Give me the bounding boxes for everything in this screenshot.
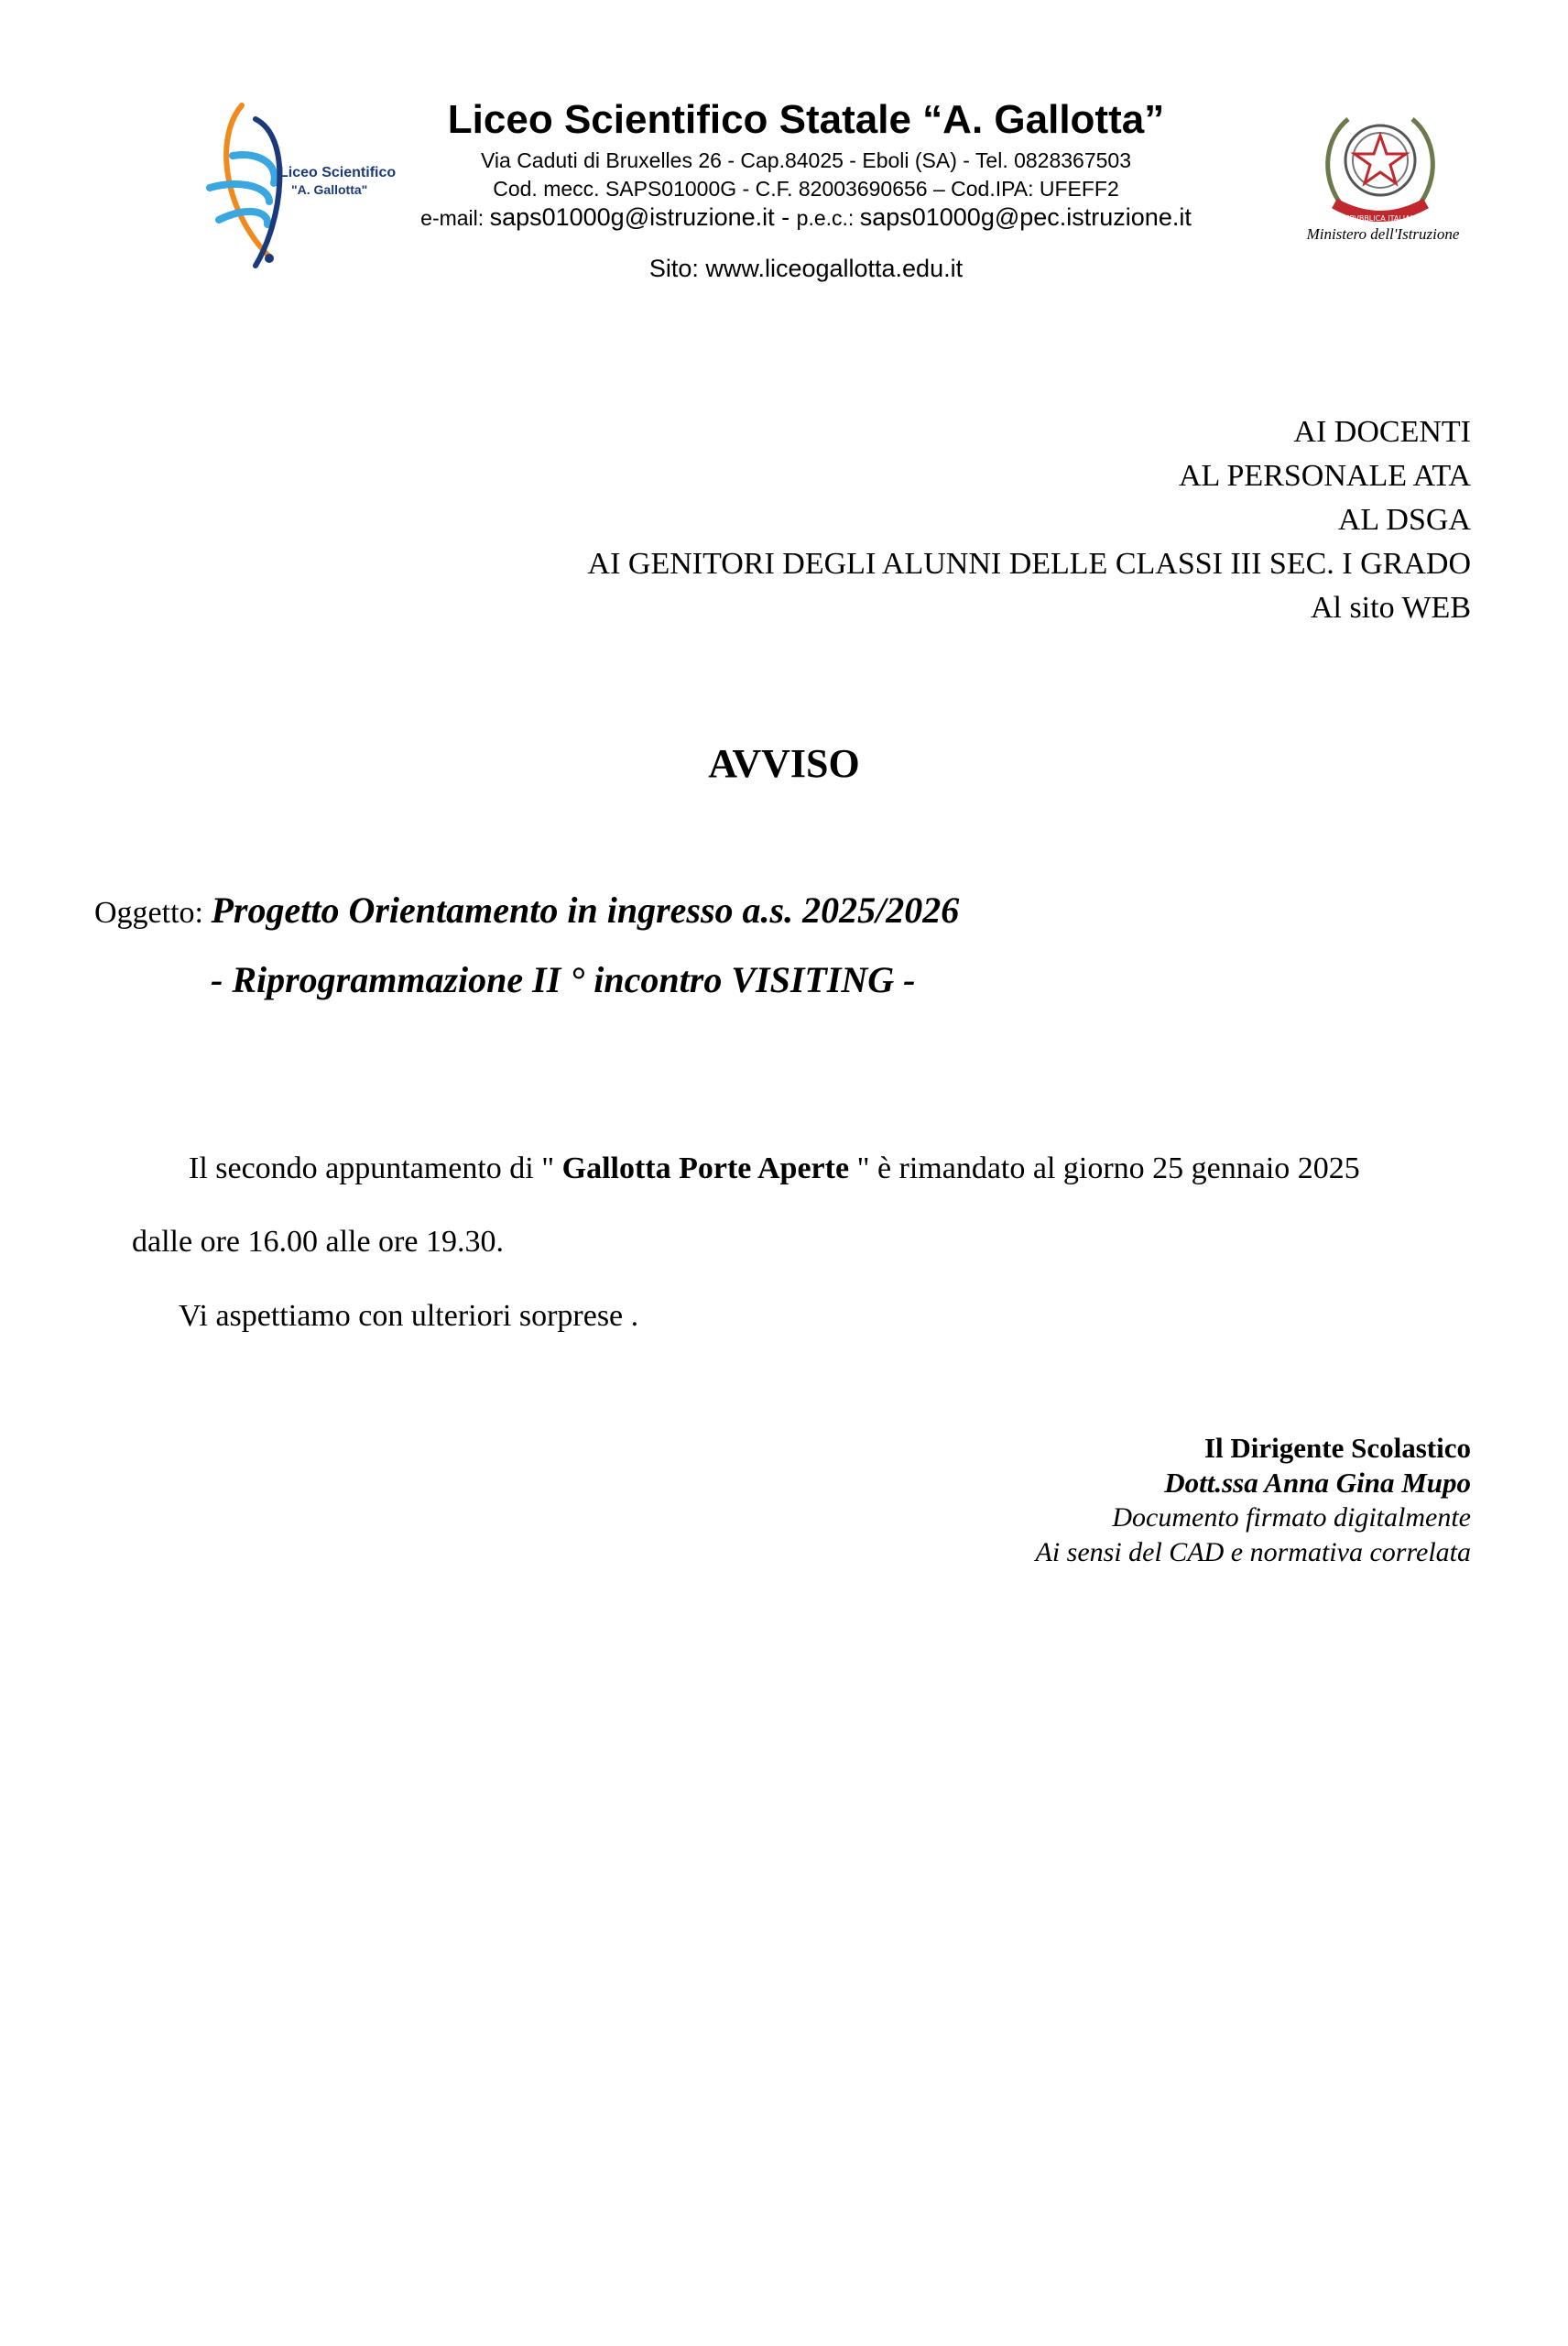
recipient-line: AI DOCENTI	[1293, 415, 1471, 449]
recipient-line: Al sito WEB	[1310, 591, 1471, 625]
signature-name: Dott.ssa Anna Gina Mupo	[1164, 1467, 1471, 1499]
school-name: Liceo Scientifico Statale “A. Gallotta”	[447, 97, 1165, 142]
pec-label: p.e.c.:	[796, 206, 855, 230]
email-label: e-mail:	[420, 206, 485, 230]
subject-label: Oggetto:	[94, 896, 212, 930]
school-codes: Cod. mecc. SAPS01000G - C.F. 82003690656 – Cod.IPA: UFEFF2	[493, 177, 1119, 201]
document-title: AVVISO	[708, 741, 860, 786]
subject-text: Progetto Orientamento in ingresso a.s. 2025/2026	[211, 889, 960, 931]
email-link[interactable]: saps01000g@istruzione.it	[489, 203, 775, 231]
logo-text: "A. Gallotta"	[291, 182, 368, 197]
pec-link[interactable]: saps01000g@pec.istruzione.it	[859, 203, 1192, 231]
school-website[interactable]: Sito: www.liceogallotta.edu.it	[648, 255, 964, 282]
signature-note: Ai sensi del CAD e normativa correlata	[1035, 1537, 1471, 1567]
signature-title: Il Dirigente Scolastico	[1203, 1432, 1471, 1464]
recipient-line: AL DSGA	[1337, 503, 1471, 537]
body-paragraph: Vi aspettiamo con ulteriori sorprese .	[179, 1299, 639, 1333]
repubblica-italiana-emblem-icon	[1312, 101, 1449, 238]
logo-text: Liceo Scientifico	[279, 165, 397, 180]
school-emails	[302, 203, 1310, 232]
event-name: Gallotta Porte Aperte	[561, 1151, 850, 1185]
email-separator: -	[774, 203, 797, 231]
signature-note: Documento firmato digitalmente	[1112, 1502, 1471, 1533]
body-text: Il secondo appuntamento di "	[189, 1151, 562, 1185]
school-address: Via Caduti di Bruxelles 26 - Cap.84025 - Eboli (SA) - Tel. 0828367503	[480, 148, 1132, 172]
ministry-label: Ministero dell'Istruzione	[1306, 225, 1460, 243]
emblem-ribbon-text: REPVBBLICA ITALIANA	[1339, 214, 1421, 223]
body-paragraph	[189, 1151, 1360, 1186]
recipient-line: AL PERSONALE ATA	[1178, 459, 1471, 493]
recipient-line: AI GENITORI DEGLI ALUNNI DELLE CLASSI III SEC. I GRADO	[587, 547, 1471, 581]
subject-line	[94, 889, 959, 932]
body-text: " è rimandato al giorno 25 gennaio 2025	[849, 1151, 1360, 1185]
body-paragraph: dalle ore 16.00 alle ore 19.30.	[132, 1225, 504, 1259]
subject-subline: - Riprogrammazione II ° incontro VISITING -	[211, 959, 916, 1000]
